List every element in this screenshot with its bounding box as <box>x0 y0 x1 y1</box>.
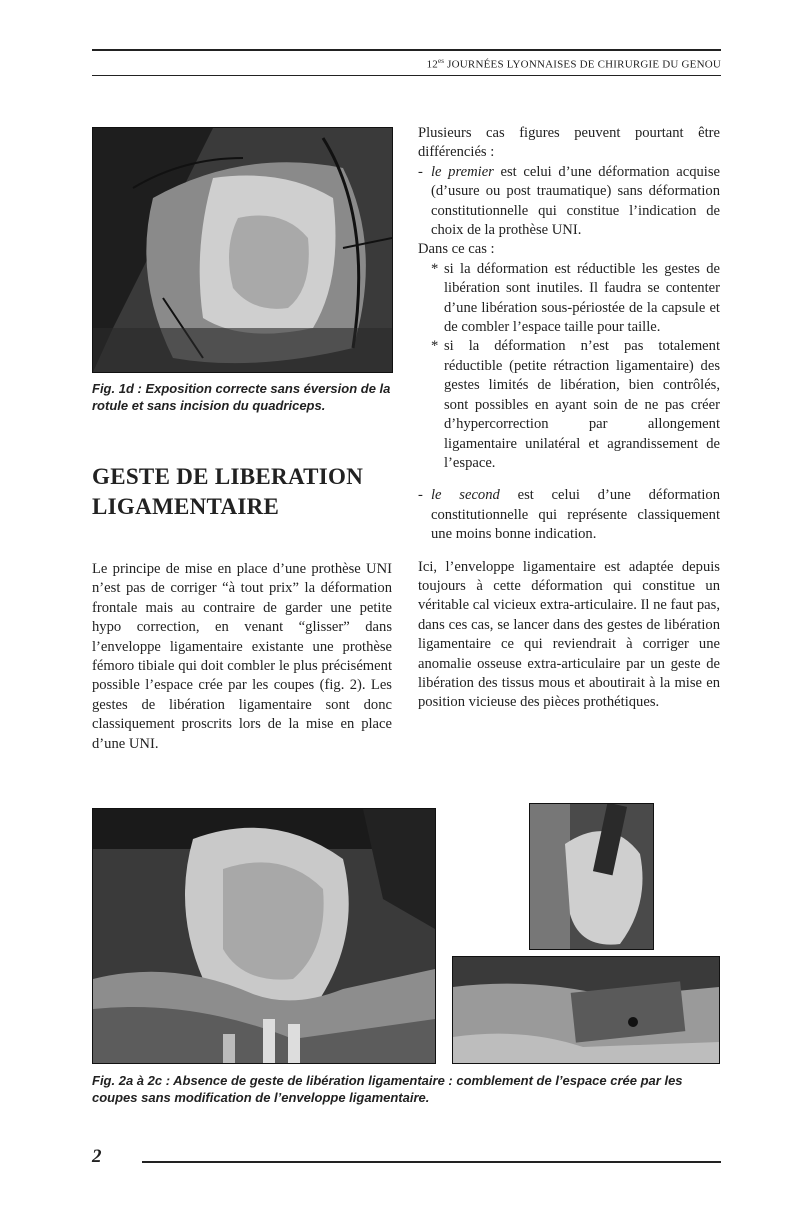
intro-paragraph: Plusieurs cas figures peuvent pourtant être différenciés : <box>418 125 720 161</box>
star-item-2-text: si la déformation n’est pas totalement réductible (petite rétraction ligamentaire) des gestes limités de libération, bien contrôlés, sont possibles en ayant soin de ne pas créer d’hypercorrection par allongement ligamentaire unilatéral et agrandissement de l’espace. <box>444 338 720 471</box>
header-ordinal: 12 <box>426 58 438 71</box>
star-bullet: * <box>431 338 439 355</box>
figure-1d-caption: Fig. 1d : Exposition correcte sans éversion de la rotule et sans incision du quadriceps. <box>92 381 391 413</box>
star-item-1 <box>431 260 720 338</box>
header-title: JOURNÉES LYONNAISES DE CHIRURGIE DU GENOU <box>447 58 721 71</box>
star-item-2 <box>431 337 720 473</box>
figure-1d-photo <box>92 127 393 373</box>
left-column-paragraph: Le principe de mise en place d’une prothèse UNI n’est pas de corriger “à tout prix” la déformation frontale mais au contraire de garder une petite hypo correction, en venant “glisser” dans l’enveloppe ligamentaire existante une prothèse fémoro tibiale qui doit combler le plus précisément possible l’espace crée par les coupes (fig. 2). Les gestes de libération ligamentaire sont donc classiquement proscrits lors de la mise en place d’une UNI. <box>92 561 392 752</box>
dans-ce-cas: Dans ce cas : <box>418 241 495 258</box>
footer-rule <box>142 1161 721 1163</box>
right-column <box>418 124 720 713</box>
figure-2b-photo <box>529 803 654 950</box>
header-rule-bottom <box>92 75 721 76</box>
list-item-first <box>418 163 720 241</box>
first-text: est celui d’une déformation acquise (d’usure ou post traumatique) sans déformation constitutionnelle qui constitue l’indication de choix de la prothèse UNI. <box>431 163 721 239</box>
closing-paragraph: Ici, l’enveloppe ligamentaire est adaptée depuis toujours à cette déformation qui constitue un véritable cal vicieux extra-articulaire. Il ne faut pas, dans ces cas, se lancer dans des gestes de libération ligamentaire ce qui reviendrait à corriger une anomalie osseuse extra-articulaire par un geste de libération des tissus mous et aboutirait à la mise en position vicieuse des pièces prothétiques. <box>418 558 720 711</box>
figure-2c-photo <box>452 956 720 1064</box>
header-rule-top <box>92 49 721 51</box>
star-bullet: * <box>431 260 439 277</box>
list-item-second <box>418 486 720 544</box>
second-text: est celui d’une déformation constitutionnelle qui représente classiquement une moins bonne indication. <box>431 487 720 543</box>
second-label: le second <box>431 487 500 504</box>
dash-bullet: - <box>418 163 423 180</box>
figure-2-caption: Fig. 2a à 2c : Absence de geste de libération ligamentaire : comblement de l’espace crée par les coupes sans modification de l’enveloppe ligamentaire. <box>92 1073 683 1105</box>
star-item-1-text: si la déformation est réductible les gestes de libération sont inutiles. Il faudra se contenter d’une libération sous-périostée de la capsule et de combler l’espace taille pour taille. <box>444 260 720 336</box>
first-label: le premier <box>431 163 494 180</box>
header-ordinal-sup: es <box>437 57 445 65</box>
section-heading: GESTE DE LIBERATION LIGAMENTAIRE <box>92 464 364 519</box>
running-header <box>427 57 721 71</box>
page-number: 2 <box>92 1146 102 1167</box>
figure-2a-photo <box>92 808 436 1064</box>
dash-bullet: - <box>418 487 423 504</box>
